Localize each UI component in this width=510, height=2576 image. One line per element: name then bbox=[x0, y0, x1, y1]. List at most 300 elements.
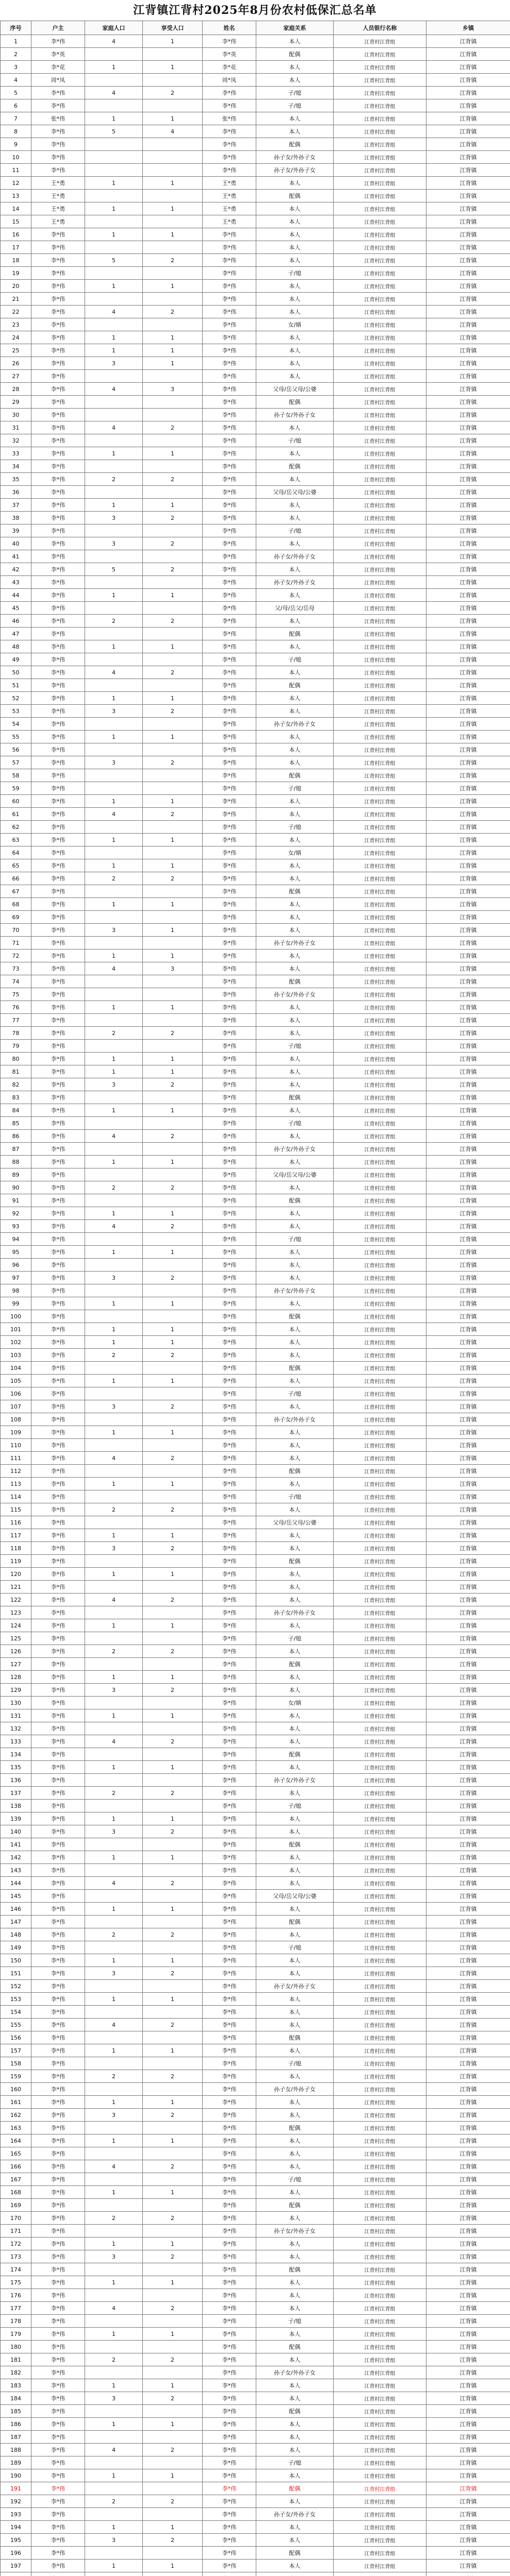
cell-col-bank: 江背村江背组 bbox=[334, 2495, 426, 2508]
table-row bbox=[1, 215, 510, 228]
cell-col-bank: 江背村江背组 bbox=[334, 1812, 426, 1825]
cell-col-index: 69 bbox=[1, 911, 31, 924]
cell-col-household-size bbox=[85, 460, 143, 473]
cell-col-town: 江背镇 bbox=[426, 1606, 510, 1619]
cell-col-relation: 本人 bbox=[256, 808, 334, 821]
cell-col-bank: 江背村江背组 bbox=[334, 1581, 426, 1594]
cell-col-benefit-count bbox=[143, 2431, 203, 2444]
cell-col-bank: 江背村江背组 bbox=[334, 280, 426, 293]
table-row bbox=[1, 2186, 510, 2199]
table-row bbox=[1, 1387, 510, 1400]
cell-col-household-size: 2 bbox=[85, 1349, 143, 1362]
cell-col-name: 李*伟 bbox=[203, 924, 256, 937]
cell-col-benefit-count: 1 bbox=[143, 35, 203, 48]
cell-col-index: 30 bbox=[1, 409, 31, 421]
cell-col-index: 59 bbox=[1, 782, 31, 795]
cell-col-household-size bbox=[85, 2173, 143, 2186]
cell-col-relation: 本人 bbox=[256, 2212, 334, 2225]
cell-col-name: 李*伟 bbox=[203, 228, 256, 241]
cell-col-town: 江背镇 bbox=[426, 164, 510, 177]
cell-col-householder: 李*伟 bbox=[31, 1014, 85, 1027]
cell-col-relation: 孙子女/外孙子女 bbox=[256, 550, 334, 563]
cell-col-household-size bbox=[85, 2315, 143, 2328]
cell-col-town: 江背镇 bbox=[426, 383, 510, 396]
cell-col-householder: 李*伟 bbox=[31, 1967, 85, 1980]
cell-col-benefit-count bbox=[143, 2031, 203, 2044]
cell-col-household-size bbox=[85, 1143, 143, 1156]
table-row bbox=[1, 1323, 510, 1336]
cell-col-name: 李*伟 bbox=[203, 705, 256, 718]
cell-col-bank: 江背村江背组 bbox=[334, 911, 426, 924]
cell-col-household-size: 3 bbox=[85, 1272, 143, 1284]
cell-col-householder: 李*伟 bbox=[31, 692, 85, 705]
cell-col-town: 江背镇 bbox=[426, 2109, 510, 2122]
cell-col-householder: 李*伟 bbox=[31, 2096, 85, 2109]
cell-col-bank: 江背村江背组 bbox=[334, 2160, 426, 2173]
cell-col-benefit-count bbox=[143, 1259, 203, 1272]
cell-col-relation: 本人 bbox=[256, 2019, 334, 2031]
cell-col-index: 3 bbox=[1, 61, 31, 74]
cell-col-household-size: 1 bbox=[85, 1297, 143, 1310]
cell-col-benefit-count: 1 bbox=[143, 1761, 203, 1774]
cell-col-index: 192 bbox=[1, 2495, 31, 2508]
cell-col-name: 李*伟 bbox=[203, 2238, 256, 2250]
cell-col-relation: 本人 bbox=[256, 1877, 334, 1890]
cell-col-householder: 李*伟 bbox=[31, 1916, 85, 1928]
cell-col-bank: 江背村江背组 bbox=[334, 705, 426, 718]
cell-col-benefit-count: 2 bbox=[143, 473, 203, 486]
cell-col-index: 143 bbox=[1, 1864, 31, 1877]
header-col-name: 姓名 bbox=[203, 21, 256, 35]
cell-col-name: 李*伟 bbox=[203, 138, 256, 151]
cell-col-bank: 江背村江背组 bbox=[334, 1400, 426, 1413]
cell-col-index: 126 bbox=[1, 1645, 31, 1658]
cell-col-relation: 本人 bbox=[256, 1478, 334, 1490]
cell-col-town: 江背镇 bbox=[426, 1954, 510, 1967]
cell-col-benefit-count: 2 bbox=[143, 563, 203, 576]
cell-col-household-size bbox=[85, 1439, 143, 1452]
cell-col-benefit-count bbox=[143, 2456, 203, 2469]
cell-col-relation: 本人 bbox=[256, 1130, 334, 1143]
cell-col-benefit-count: 1 bbox=[143, 228, 203, 241]
cell-col-relation: 本人 bbox=[256, 2521, 334, 2534]
cell-col-benefit-count bbox=[143, 743, 203, 756]
cell-col-householder: 李*伟 bbox=[31, 2225, 85, 2238]
cell-col-bank: 江背村江背组 bbox=[334, 177, 426, 190]
cell-col-town: 江背镇 bbox=[426, 1053, 510, 1065]
cell-col-benefit-count: 1 bbox=[143, 1812, 203, 1825]
cell-col-town: 江背镇 bbox=[426, 1014, 510, 1027]
cell-col-name: 李*伟 bbox=[203, 1748, 256, 1761]
cell-col-householder: 李*伟 bbox=[31, 164, 85, 177]
cell-col-benefit-count: 2 bbox=[143, 1181, 203, 1194]
cell-col-name: 李*伟 bbox=[203, 1078, 256, 1091]
cell-col-household-size bbox=[85, 2456, 143, 2469]
cell-col-bank: 江背村江背组 bbox=[334, 421, 426, 434]
table-row bbox=[1, 1297, 510, 1310]
cell-col-town: 江背镇 bbox=[426, 1375, 510, 1387]
cell-col-name: 李*伟 bbox=[203, 1246, 256, 1259]
cell-col-householder: 李*伟 bbox=[31, 1426, 85, 1439]
cell-col-index: 70 bbox=[1, 924, 31, 937]
table-row bbox=[1, 885, 510, 898]
cell-col-bank: 江背村江背组 bbox=[334, 2315, 426, 2328]
cell-col-town: 江背镇 bbox=[426, 499, 510, 512]
cell-col-name: 李*伟 bbox=[203, 1426, 256, 1439]
cell-col-household-size: 1 bbox=[85, 1104, 143, 1117]
cell-col-index: 29 bbox=[1, 396, 31, 409]
cell-col-name: 李*伟 bbox=[203, 1632, 256, 1645]
cell-col-householder: 王*勇 bbox=[31, 190, 85, 202]
cell-col-town: 江背镇 bbox=[426, 756, 510, 769]
cell-col-relation: 本人 bbox=[256, 2392, 334, 2405]
cell-col-benefit-count bbox=[143, 1117, 203, 1130]
cell-col-town: 江背镇 bbox=[426, 718, 510, 731]
cell-col-name: 李*伟 bbox=[203, 975, 256, 988]
cell-col-town: 江背镇 bbox=[426, 821, 510, 834]
cell-col-household-size: 1 bbox=[85, 61, 143, 74]
cell-col-index: 174 bbox=[1, 2263, 31, 2276]
cell-col-householder: 李*伟 bbox=[31, 1490, 85, 1503]
cell-col-householder: 李*伟 bbox=[31, 1890, 85, 1903]
cell-col-household-size bbox=[85, 846, 143, 859]
table-row bbox=[1, 1065, 510, 1078]
cell-col-town: 江背镇 bbox=[426, 2070, 510, 2083]
cell-col-index: 134 bbox=[1, 1748, 31, 1761]
cell-col-household-size: 3 bbox=[85, 357, 143, 370]
cell-col-benefit-count bbox=[143, 2225, 203, 2238]
table-row bbox=[1, 1542, 510, 1555]
cell-col-bank: 江背村江背组 bbox=[334, 1207, 426, 1220]
header-col-relation: 家庭关系 bbox=[256, 21, 334, 35]
cell-col-town: 江背镇 bbox=[426, 1697, 510, 1709]
cell-col-index: 144 bbox=[1, 1877, 31, 1890]
cell-col-name: 李*伟 bbox=[203, 1310, 256, 1323]
cell-col-name: 李*伟 bbox=[203, 1542, 256, 1555]
cell-col-bank: 江背村江背组 bbox=[334, 138, 426, 151]
cell-col-bank: 江背村江背组 bbox=[334, 1697, 426, 1709]
table-row bbox=[1, 834, 510, 846]
cell-col-relation: 本人 bbox=[256, 1787, 334, 1800]
cell-col-bank: 江背村江背组 bbox=[334, 2096, 426, 2109]
cell-col-town: 江背镇 bbox=[426, 2199, 510, 2212]
cell-col-benefit-count bbox=[143, 576, 203, 589]
cell-col-householder: 李*伟 bbox=[31, 1529, 85, 1542]
cell-col-town: 江背镇 bbox=[426, 2328, 510, 2341]
table-row bbox=[1, 988, 510, 1001]
cell-col-householder: 李*伟 bbox=[31, 1542, 85, 1555]
cell-col-relation: 本人 bbox=[256, 1156, 334, 1168]
cell-col-name: 李*伟 bbox=[203, 1877, 256, 1890]
cell-col-household-size: 1 bbox=[85, 1671, 143, 1684]
cell-col-household-size bbox=[85, 2572, 143, 2576]
cell-col-name: 李*伟 bbox=[203, 2147, 256, 2160]
cell-col-name: 李*伟 bbox=[203, 666, 256, 679]
cell-col-householder: 李*伟 bbox=[31, 1697, 85, 1709]
cell-col-relation: 子/媳 bbox=[256, 434, 334, 447]
table-row bbox=[1, 872, 510, 885]
table-row bbox=[1, 524, 510, 537]
cell-col-name: 李*伟 bbox=[203, 756, 256, 769]
cell-col-householder: 李*伟 bbox=[31, 1465, 85, 1478]
cell-col-bank: 江背村江背组 bbox=[334, 2366, 426, 2379]
cell-col-benefit-count bbox=[143, 215, 203, 228]
cell-col-bank: 江背村江背组 bbox=[334, 1941, 426, 1954]
table-row bbox=[1, 2199, 510, 2212]
cell-col-town: 江背镇 bbox=[426, 190, 510, 202]
cell-col-benefit-count: 1 bbox=[143, 1053, 203, 1065]
cell-col-householder: 李*伟 bbox=[31, 1941, 85, 1954]
cell-col-relation: 本人 bbox=[256, 537, 334, 550]
cell-col-householder: 王*勇 bbox=[31, 202, 85, 215]
table-row bbox=[1, 1168, 510, 1181]
cell-col-name: 李*伟 bbox=[203, 2289, 256, 2302]
cell-col-household-size: 1 bbox=[85, 1053, 143, 1065]
cell-col-householder: 李*伟 bbox=[31, 2057, 85, 2070]
cell-col-relation: 本人 bbox=[256, 2302, 334, 2315]
cell-col-town bbox=[426, 2572, 510, 2576]
cell-col-index: 35 bbox=[1, 473, 31, 486]
cell-col-name: 李*伟 bbox=[203, 821, 256, 834]
cell-col-name: 李*伟 bbox=[203, 1478, 256, 1490]
cell-col-householder: 李*伟 bbox=[31, 975, 85, 988]
cell-col-town: 江背镇 bbox=[426, 2547, 510, 2560]
cell-col-name: 李*伟 bbox=[203, 1156, 256, 1168]
cell-col-town: 江背镇 bbox=[426, 2276, 510, 2289]
cell-col-household-size bbox=[85, 1040, 143, 1053]
table-row bbox=[1, 1954, 510, 1967]
cell-col-index: 137 bbox=[1, 1787, 31, 1800]
cell-col-index: 38 bbox=[1, 512, 31, 524]
cell-col-householder: 李*伟 bbox=[31, 602, 85, 615]
cell-col-householder: 李*花 bbox=[31, 61, 85, 74]
cell-col-town: 江背镇 bbox=[426, 1890, 510, 1903]
cell-col-bank: 江背村江背组 bbox=[334, 1014, 426, 1027]
cell-col-benefit-count: 1 bbox=[143, 2521, 203, 2534]
cell-col-relation: 孙子女/外孙子女 bbox=[256, 1606, 334, 1619]
cell-col-householder: 李*伟 bbox=[31, 1864, 85, 1877]
cell-col-benefit-count: 1 bbox=[143, 924, 203, 937]
cell-col-household-size bbox=[85, 74, 143, 87]
table-row bbox=[1, 1632, 510, 1645]
cell-col-bank: 江背村江背组 bbox=[334, 473, 426, 486]
cell-col-town: 江背镇 bbox=[426, 2495, 510, 2508]
cell-col-town: 江背镇 bbox=[426, 1156, 510, 1168]
table-row bbox=[1, 2070, 510, 2083]
cell-col-index: 32 bbox=[1, 434, 31, 447]
cell-col-householder: 李*伟 bbox=[31, 795, 85, 808]
cell-col-householder: 李*伟 bbox=[31, 35, 85, 48]
cell-col-benefit-count: 2 bbox=[143, 2444, 203, 2456]
cell-col-name: 李*伟 bbox=[203, 2444, 256, 2456]
cell-col-relation: 本人 bbox=[256, 215, 334, 228]
cell-col-benefit-count: 2 bbox=[143, 2534, 203, 2547]
cell-col-town: 江背镇 bbox=[426, 1529, 510, 1542]
cell-col-relation: 本人 bbox=[256, 1825, 334, 1838]
cell-col-relation: 本人 bbox=[256, 705, 334, 718]
cell-col-bank: 江背村江背组 bbox=[334, 2482, 426, 2495]
cell-col-name: 李*伟 bbox=[203, 164, 256, 177]
header-col-benefit-count: 享受人口 bbox=[143, 21, 203, 35]
cell-col-relation: 本人 bbox=[256, 74, 334, 87]
cell-col-benefit-count: 1 bbox=[143, 2134, 203, 2147]
table-row bbox=[1, 1104, 510, 1117]
cell-col-benefit-count bbox=[143, 1722, 203, 1735]
cell-col-name: 李*伟 bbox=[203, 434, 256, 447]
cell-col-relation: 本人 bbox=[256, 1297, 334, 1310]
cell-col-bank: 江背村江背组 bbox=[334, 1349, 426, 1362]
cell-col-bank: 江背村江背组 bbox=[334, 2547, 426, 2560]
cell-col-relation: 父/母/岳父/岳母 bbox=[256, 602, 334, 615]
cell-col-relation: 本人 bbox=[256, 1104, 334, 1117]
cell-col-relation: 本人 bbox=[256, 202, 334, 215]
cell-col-town: 江背镇 bbox=[426, 653, 510, 666]
cell-col-bank: 江背村江背组 bbox=[334, 2199, 426, 2212]
cell-col-index: 26 bbox=[1, 357, 31, 370]
cell-col-household-size bbox=[85, 1362, 143, 1375]
table-row bbox=[1, 666, 510, 679]
cell-col-bank: 江背村江背组 bbox=[334, 2379, 426, 2392]
cell-col-relation: 配偶 bbox=[256, 1310, 334, 1323]
cell-col-relation: 孙子女/外孙子女 bbox=[256, 988, 334, 1001]
cell-col-householder: 李*伟 bbox=[31, 1065, 85, 1078]
cell-col-index: 113 bbox=[1, 1478, 31, 1490]
cell-col-benefit-count bbox=[143, 2006, 203, 2019]
cell-col-benefit-count bbox=[143, 2366, 203, 2379]
cell-col-household-size bbox=[85, 1168, 143, 1181]
cell-col-householder: 李*伟 bbox=[31, 2302, 85, 2315]
cell-col-town: 江背镇 bbox=[426, 1645, 510, 1658]
cell-col-name: 李*伟 bbox=[203, 1503, 256, 1516]
cell-col-name: 李*伟 bbox=[203, 1284, 256, 1297]
cell-col-household-size bbox=[85, 1581, 143, 1594]
cell-col-benefit-count: 1 bbox=[143, 589, 203, 602]
cell-col-index: 195 bbox=[1, 2534, 31, 2547]
cell-col-benefit-count bbox=[143, 524, 203, 537]
cell-col-householder: 李*伟 bbox=[31, 1748, 85, 1761]
cell-col-name: 李*伟 bbox=[203, 1439, 256, 1452]
table-row bbox=[1, 1413, 510, 1426]
cell-col-household-size: 3 bbox=[85, 756, 143, 769]
cell-col-benefit-count bbox=[143, 190, 203, 202]
cell-col-name: 李*伟 bbox=[203, 2019, 256, 2031]
cell-col-town: 江背镇 bbox=[426, 589, 510, 602]
cell-col-relation: 配偶 bbox=[256, 1658, 334, 1671]
cell-col-household-size: 4 bbox=[85, 1594, 143, 1606]
table-row bbox=[1, 1658, 510, 1671]
cell-col-householder: 李*伟 bbox=[31, 1284, 85, 1297]
cell-col-relation: 本人 bbox=[256, 1671, 334, 1684]
cell-col-index: 82 bbox=[1, 1078, 31, 1091]
cell-col-benefit-count: 2 bbox=[143, 537, 203, 550]
cell-col-householder: 李*伟 bbox=[31, 1761, 85, 1774]
cell-col-benefit-count: 1 bbox=[143, 1851, 203, 1864]
cell-col-benefit-count bbox=[143, 396, 203, 409]
cell-col-household-size bbox=[85, 1606, 143, 1619]
cell-col-household-size: 1 bbox=[85, 344, 143, 357]
cell-col-relation: 本人 bbox=[256, 2160, 334, 2173]
cell-col-index: 179 bbox=[1, 2328, 31, 2341]
cell-col-household-size bbox=[85, 1632, 143, 1645]
cell-col-householder: 李*伟 bbox=[31, 640, 85, 653]
cell-col-town: 江背镇 bbox=[426, 2083, 510, 2096]
cell-col-relation: 本人 bbox=[256, 2250, 334, 2263]
cell-col-index: 94 bbox=[1, 1233, 31, 1246]
cell-col-relation: 本人 bbox=[256, 731, 334, 743]
cell-col-householder: 李*伟 bbox=[31, 1452, 85, 1465]
cell-col-household-size: 1 bbox=[85, 1993, 143, 2006]
cell-col-householder: 李*伟 bbox=[31, 589, 85, 602]
cell-col-bank: 江背村江背组 bbox=[334, 731, 426, 743]
cell-col-bank: 江背村江背组 bbox=[334, 2006, 426, 2019]
cell-col-household-size: 2 bbox=[85, 872, 143, 885]
cell-col-relation: 本人 bbox=[256, 615, 334, 628]
cell-col-town: 江背镇 bbox=[426, 602, 510, 615]
cell-col-bank: 江背村江背组 bbox=[334, 950, 426, 962]
cell-col-household-size: 3 bbox=[85, 537, 143, 550]
cell-col-benefit-count: 1 bbox=[143, 1375, 203, 1387]
cell-col-household-size: 1 bbox=[85, 692, 143, 705]
cell-col-relation: 本人 bbox=[256, 1542, 334, 1555]
table-row bbox=[1, 2019, 510, 2031]
cell-col-town: 江背镇 bbox=[426, 1259, 510, 1272]
cell-col-benefit-count: 1 bbox=[143, 2044, 203, 2057]
cell-col-name: 李*伟 bbox=[203, 1168, 256, 1181]
cell-col-town: 江背镇 bbox=[426, 2212, 510, 2225]
cell-col-relation: 配偶 bbox=[256, 679, 334, 692]
cell-col-bank: 江背村江背组 bbox=[334, 267, 426, 280]
cell-col-index: 154 bbox=[1, 2006, 31, 2019]
cell-col-town: 江背镇 bbox=[426, 1490, 510, 1503]
cell-col-town: 江背镇 bbox=[426, 228, 510, 241]
cell-col-index: 84 bbox=[1, 1104, 31, 1117]
cell-col-benefit-count bbox=[143, 2508, 203, 2521]
cell-col-householder: 李*伟 bbox=[31, 421, 85, 434]
cell-col-household-size bbox=[85, 1014, 143, 1027]
table-row bbox=[1, 2225, 510, 2238]
cell-col-relation: 配偶 bbox=[256, 2122, 334, 2134]
cell-col-name: 李*伟 bbox=[203, 1916, 256, 1928]
table-row bbox=[1, 718, 510, 731]
cell-col-bank: 江背村江背组 bbox=[334, 1130, 426, 1143]
cell-col-name: 李*伟 bbox=[203, 2006, 256, 2019]
cell-col-town: 江背镇 bbox=[426, 177, 510, 190]
cell-col-name: 李*伟 bbox=[203, 1787, 256, 1800]
cell-col-town: 江背镇 bbox=[426, 1091, 510, 1104]
cell-col-name: 李*伟 bbox=[203, 1967, 256, 1980]
cell-col-town: 江背镇 bbox=[426, 241, 510, 254]
cell-col-name: 李*伟 bbox=[203, 1774, 256, 1787]
cell-col-household-size: 1 bbox=[85, 1478, 143, 1490]
cell-col-benefit-count: 2 bbox=[143, 666, 203, 679]
cell-col-relation: 本人 bbox=[256, 512, 334, 524]
table-row bbox=[1, 331, 510, 344]
cell-col-relation: 本人 bbox=[256, 1207, 334, 1220]
cell-col-name: 李*伟 bbox=[203, 1594, 256, 1606]
cell-col-benefit-count: 1 bbox=[143, 1709, 203, 1722]
table-row bbox=[1, 2572, 510, 2576]
cell-col-name: 李*伟 bbox=[203, 1800, 256, 1812]
table-row bbox=[1, 2379, 510, 2392]
cell-col-relation: 孙子女/外孙子女 bbox=[256, 2083, 334, 2096]
table-row bbox=[1, 1465, 510, 1478]
cell-col-index: 194 bbox=[1, 2521, 31, 2534]
cell-col-town: 江背镇 bbox=[426, 2379, 510, 2392]
cell-col-index: 22 bbox=[1, 306, 31, 318]
table-row bbox=[1, 1143, 510, 1156]
cell-col-householder: 李*伟 bbox=[31, 370, 85, 383]
cell-col-householder: 李*伟 bbox=[31, 769, 85, 782]
